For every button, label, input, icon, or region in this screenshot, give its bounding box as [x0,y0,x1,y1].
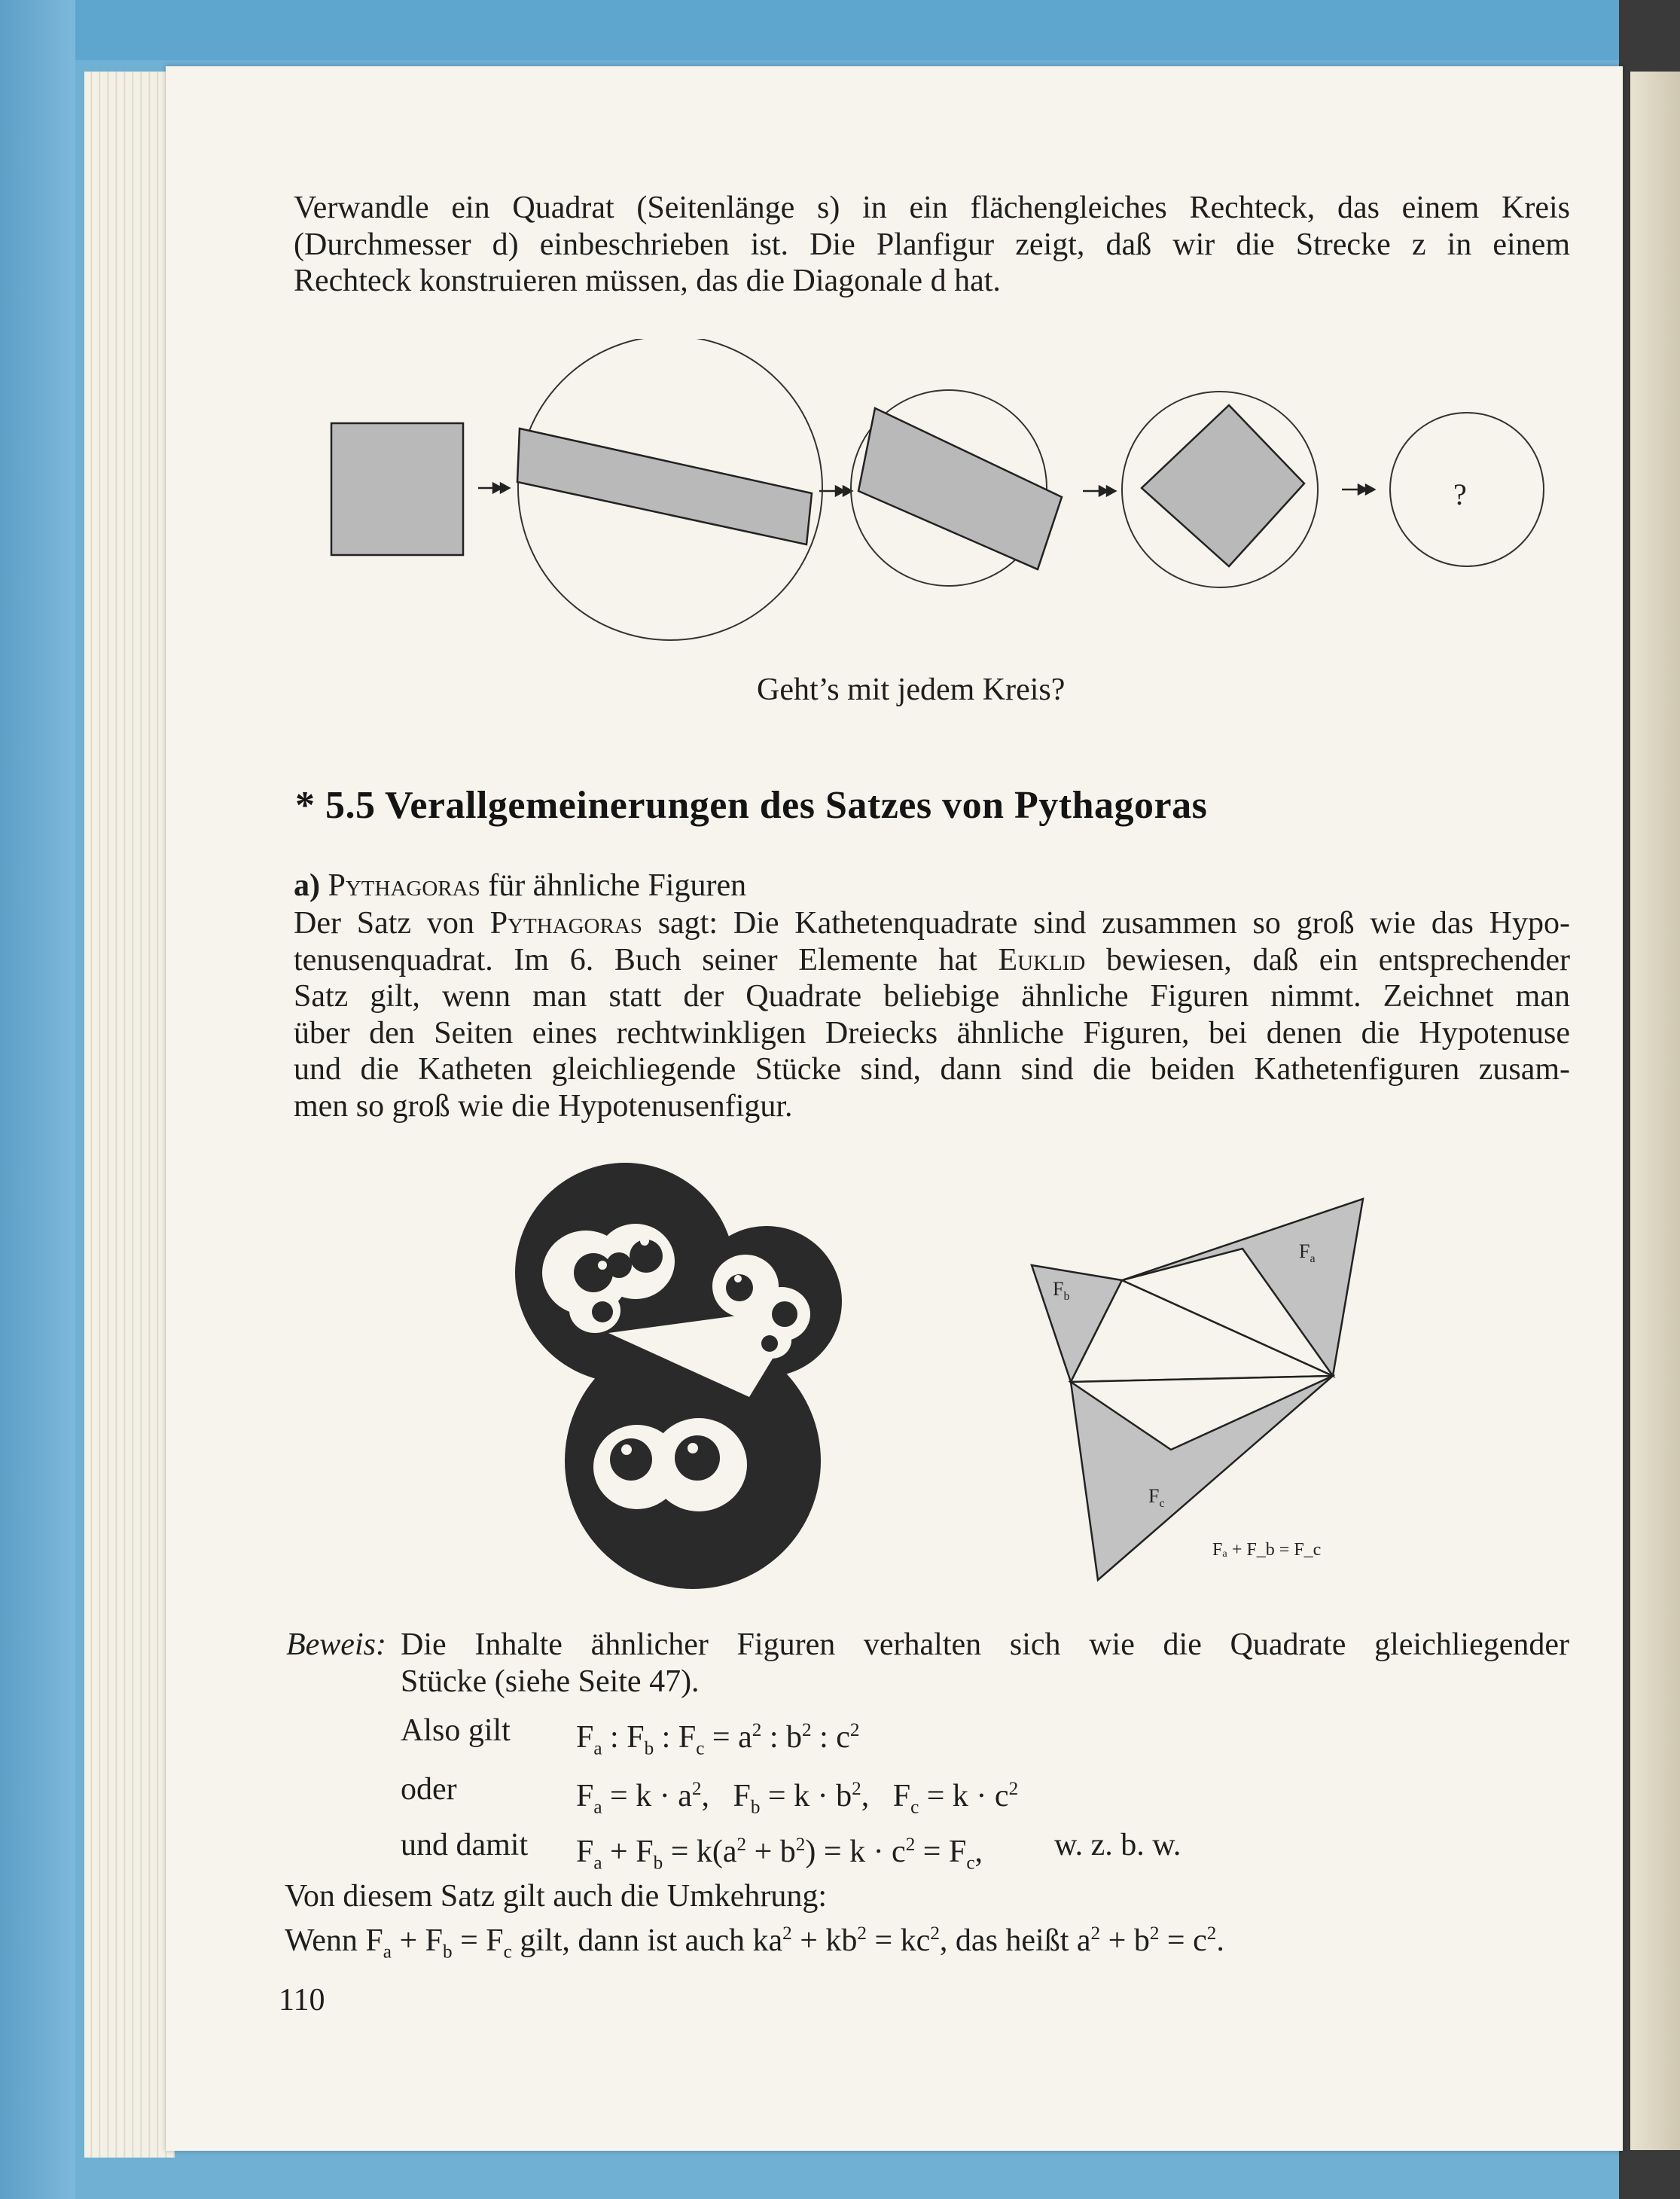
label-fb: $F_b$ [1053,1278,1070,1303]
body-line-4: über den Seiten eines rechtwinkligen Dreiecks ähnliche Figuren, bei denen die Hypotenuse [294,1015,1570,1051]
book-cover-top [0,0,1680,60]
question-mark: ? [1453,477,1467,511]
body-line-3: Satz gilt, wenn man statt der Quadrate beliebige ähnliche Figuren nimmt. Zeichnet man [294,979,1570,1014]
proof-line-1: Die Inhalte ähnlicher Figuren verhalten sich wie die Quadrate gleichliegender [401,1627,1569,1662]
converse-line-2: Wenn $F_a + F_b = F_c$ gilt, dann ist auch $ka^2 + kb^2 = kc^2$, das heißt $a^2 + b^2 = c^2$. [285,1923,1224,1963]
subsection-marker: a) [294,868,320,903]
pythagoras-name: Pythagoras [328,868,480,903]
planfigur-diagram [316,339,1581,670]
converse-line-1: Von diesem Satz gilt auch die Umkehrung: [285,1879,828,1914]
page-number: 110 [279,1983,325,2018]
subsection-rest: für ähnliche Figuren [480,868,747,903]
intro-line-1: Verwandle ein Quadrat (Seitenlänge s) in ein flächengleiches Rechteck, das einem Kreis [294,191,1570,225]
figure1-caption: Geht’s mit jedem Kreis? [757,673,1066,707]
body-line-5: und die Katheten gleichliegende Stücke sind, dann sind die beiden Kathetenfiguren zusam- [294,1052,1570,1087]
body-line-6: men so groß wie die Hypotenusenfigur. [294,1088,793,1124]
proof-row1-formula: $F_a$ : $F_b$ : $F_c = a^2$ : $b^2$ : $c^2$ [576,1720,860,1759]
intro-line-3: Rechteck konstruieren müssen, das die Diagonale d hat. [294,264,1001,299]
body-line-2: tenusenquadrat. Im 6. Buch seiner Elemente hat Euklid bewiesen, daß ein entsprechender [294,942,1570,978]
facing-page-edge [1630,72,1680,2150]
body-paragraph [294,905,1570,1125]
intro-paragraph [294,190,1570,300]
proof-row3-formula: $F_a + F_b = k(a^2 + b^2) = k \cdot c^2 = F_c$, [576,1835,983,1874]
subsection-title [294,868,746,904]
proof-row3-label: und damit [401,1828,529,1862]
proof-line-2: Stücke (siehe Seite 47). [401,1664,700,1699]
proof-row1-label: Also gilt [401,1713,511,1748]
proof-row2-label: oder [401,1772,457,1807]
label-fa: $F_a$ [1299,1240,1316,1265]
circle-4 [1390,413,1544,566]
qed-marker: w. z. b. w. [1054,1828,1181,1862]
intro-line-2: (Durchmesser d) einbeschrieben ist. Die Planfigur zeigt, daß wir die Strecke z in einem [294,227,1570,262]
book-cover-left [0,0,75,2199]
body-line-1: Der Satz von Pythagoras sagt: Die Kathetenquadrate sind zusammen so groß wie das Hypo- [294,906,1570,941]
proof-label: Beweis: [286,1627,386,1662]
rectangle-rotated [858,408,1062,569]
proof-row2-formula: $F_a = k \cdot a^2$, $F_b = k \cdot b^2$, $F_c = k \cdot c^2$ [576,1779,1019,1818]
section-heading: * 5.5 Verallgemeinerungen des Satzes von Pythagoras [295,784,1208,827]
circles-figure [489,1160,911,1597]
square-figure [331,423,463,555]
label-fc: $F_c$ [1148,1485,1165,1510]
page-edges [84,72,175,2158]
proof-text [401,1627,1569,1700]
similar-figures-diagram [1024,1190,1386,1597]
square-rotated [1142,405,1304,566]
label-equation: Fₐ + F_b = F_c [1212,1540,1322,1560]
rectangle-long [517,429,812,544]
